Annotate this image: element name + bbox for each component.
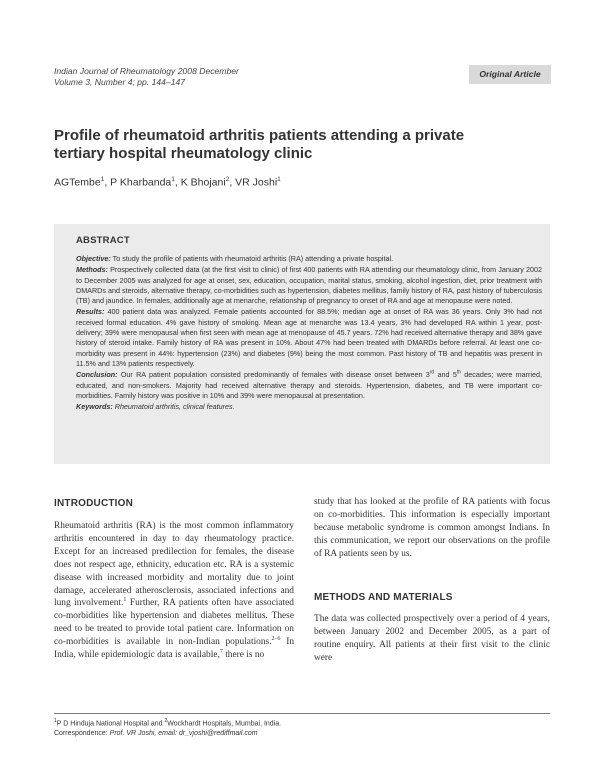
conclusion-text: decades; were married, educated, and non-smokers. Majority had received alternative therapy and steroids. Hypertension, diabetes, and TB were important co-morbidities. Family history was positive in 10% and 39% were menopausal at presentation. [76, 370, 542, 400]
methods-text: Prospectively collected data (at the first visit to clinic) of first 400 patients with RA attending our rheumatology clinic, from January 2002 to December 2005 was analyzed for age at onset, sex, education, occupation, marital status, smoking, alcohol ingestion, diet, prior treatment with DMARDs and steroids, alternative therapy, co-morbidities such as hypertension, diabetes mellitus, family history of RA, past history of tuberculosis (TB) and jaundice. In females, additionally age at menarche, relationship of pregnancy to onset of RA and age at menopause were noted. [76, 265, 542, 306]
introduction-text [54, 520, 294, 662]
introduction-text-part: In India, while epidemiologic data is available, [54, 637, 295, 661]
author-affiliation-mark: 2 [225, 176, 230, 183]
methods-text: The data was collected prospectively over a period of 4 years, between January 2002 and December 2005, as a part of routine enquiry. All patients at their first visit to the clinic were [314, 614, 550, 663]
methods-label: Methods: [76, 265, 108, 275]
abstract-heading: ABSTRACT [76, 235, 130, 246]
footnote [54, 716, 281, 739]
citation-mark: 7 [219, 648, 223, 655]
results-label: Results: [76, 307, 105, 317]
correspondence-email[interactable]: Prof. VR Joshi, email: dr_vjoshi@rediffmail.com [109, 730, 258, 738]
author-name: AGTembe [54, 176, 101, 189]
author-affiliation-mark: 1 [277, 176, 281, 183]
affiliation-mark: 2 [164, 718, 168, 724]
introduction-text-part: Further, RA patients often have associated co-morbidities like hypertension and diabetes mellitus. These need to be treated to provide total patient care. Information on co-morbidities is available in non-Indian populations. [54, 598, 294, 648]
objective-label: Objective: [76, 254, 111, 263]
affiliations [54, 716, 281, 729]
author-name: VR Joshi [235, 176, 278, 189]
journal-volume: Volume 3, Number 4; pp. 144–147 [54, 77, 186, 87]
conclusion-label: Conclusion: [76, 370, 118, 380]
abstract-keywords [76, 402, 542, 412]
right-column-text: study that has looked at the profile of RA patients with focus on co-morbidities. This information is especially important because metabolic syndrome is common amongst Indians. In this communication, we report our observations on the profile of RA patients seen by us. [314, 497, 550, 559]
keywords-text: Rheumatoid arthritis, clinical features. [112, 402, 235, 412]
ordinal-suffix: th [456, 369, 461, 376]
journal-citation [54, 66, 239, 88]
citation-mark: 2–6 [271, 636, 281, 643]
results-text: 400 patient data was analyzed. Female patients accounted for 88.5%; median age at onset of RA was 36 years. Only 3% had not received formal education. 4% gave history of smoking. Mean age at menarche was 13.4 years, 3% had developed RA within 1 year, post-delivery; 39% were menopausal when first seen with mean age at menopause of 45.7 years. 72% had received alternative therapy and 38% gave history of steroid intake. Family history of RA was present in 10%. About 47% had been treated with DMARDs before referral. At least one co-morbidity was present in 44%: hypertension (23%) and diabetes (9%) being the most common. Past history of TB and hepatitis was present in 11.5% and 13% patients respectively. [76, 307, 542, 368]
footnote-divider [54, 713, 550, 714]
introduction-text-part: Rheumatoid arthritis (RA) is the most common inflammatory arthritis encountered in day to day rheumatology practice. Except for an increased predilection for females, the disease does not respect age, ethnicity, education etc. RA is a systemic disease with increased morbidity and mortality due to joint damage, accelerated atherosclerosis, associated infections and lung involvement. [54, 521, 294, 609]
article-type-badge: Original Article [469, 65, 551, 84]
conclusion-text: and 5 [434, 370, 457, 380]
introduction-heading: INTRODUCTION [54, 498, 134, 509]
author-name: P Kharbanda [110, 176, 172, 189]
author-name: K Bhojani [180, 176, 226, 189]
introduction-text-part: there is no [222, 650, 265, 661]
abstract-results [76, 307, 542, 369]
objective-text: To study the profile of patients with rheumatoid arthritis (RA) attending a private hospital. [110, 254, 394, 263]
abstract-body [76, 254, 542, 413]
journal-name: Indian Journal of Rheumatology 2008 December [54, 66, 239, 76]
abstract-methods [76, 265, 542, 306]
introduction-paragraph [54, 520, 294, 662]
article-title: Profile of rheumatoid arthritis patients attending a private tertiary hospital rheumatology clinic [54, 127, 465, 162]
affiliation-text: P D Hinduja National Hospital and [56, 720, 165, 728]
affiliation-mark: 1 [54, 718, 57, 724]
abstract-objective [76, 254, 542, 264]
correspondence [54, 729, 281, 739]
correspondence-label: Correspondence: [54, 730, 110, 738]
abstract-conclusion [76, 370, 542, 401]
author-list: AGTembe$^1$, P Kharbanda$^1$, K Bhojani$^2$, VR Joshi$^1$ [54, 176, 281, 189]
author-affiliation-mark: 1 [171, 176, 175, 183]
affiliation-text: Wockhardt Hospitals, Mumbai, India. [167, 720, 282, 728]
abstract-box [54, 224, 550, 464]
author-affiliation-mark: 1 [100, 176, 105, 183]
ordinal-suffix: rd [429, 369, 435, 376]
keywords-label: Keywords: [76, 402, 113, 412]
methods-heading: METHODS AND MATERIALS [314, 592, 453, 603]
citation-mark: 1 [123, 597, 127, 604]
conclusion-text: Our RA patient population consisted predominantly of females with disease onset between 3 [117, 370, 430, 380]
